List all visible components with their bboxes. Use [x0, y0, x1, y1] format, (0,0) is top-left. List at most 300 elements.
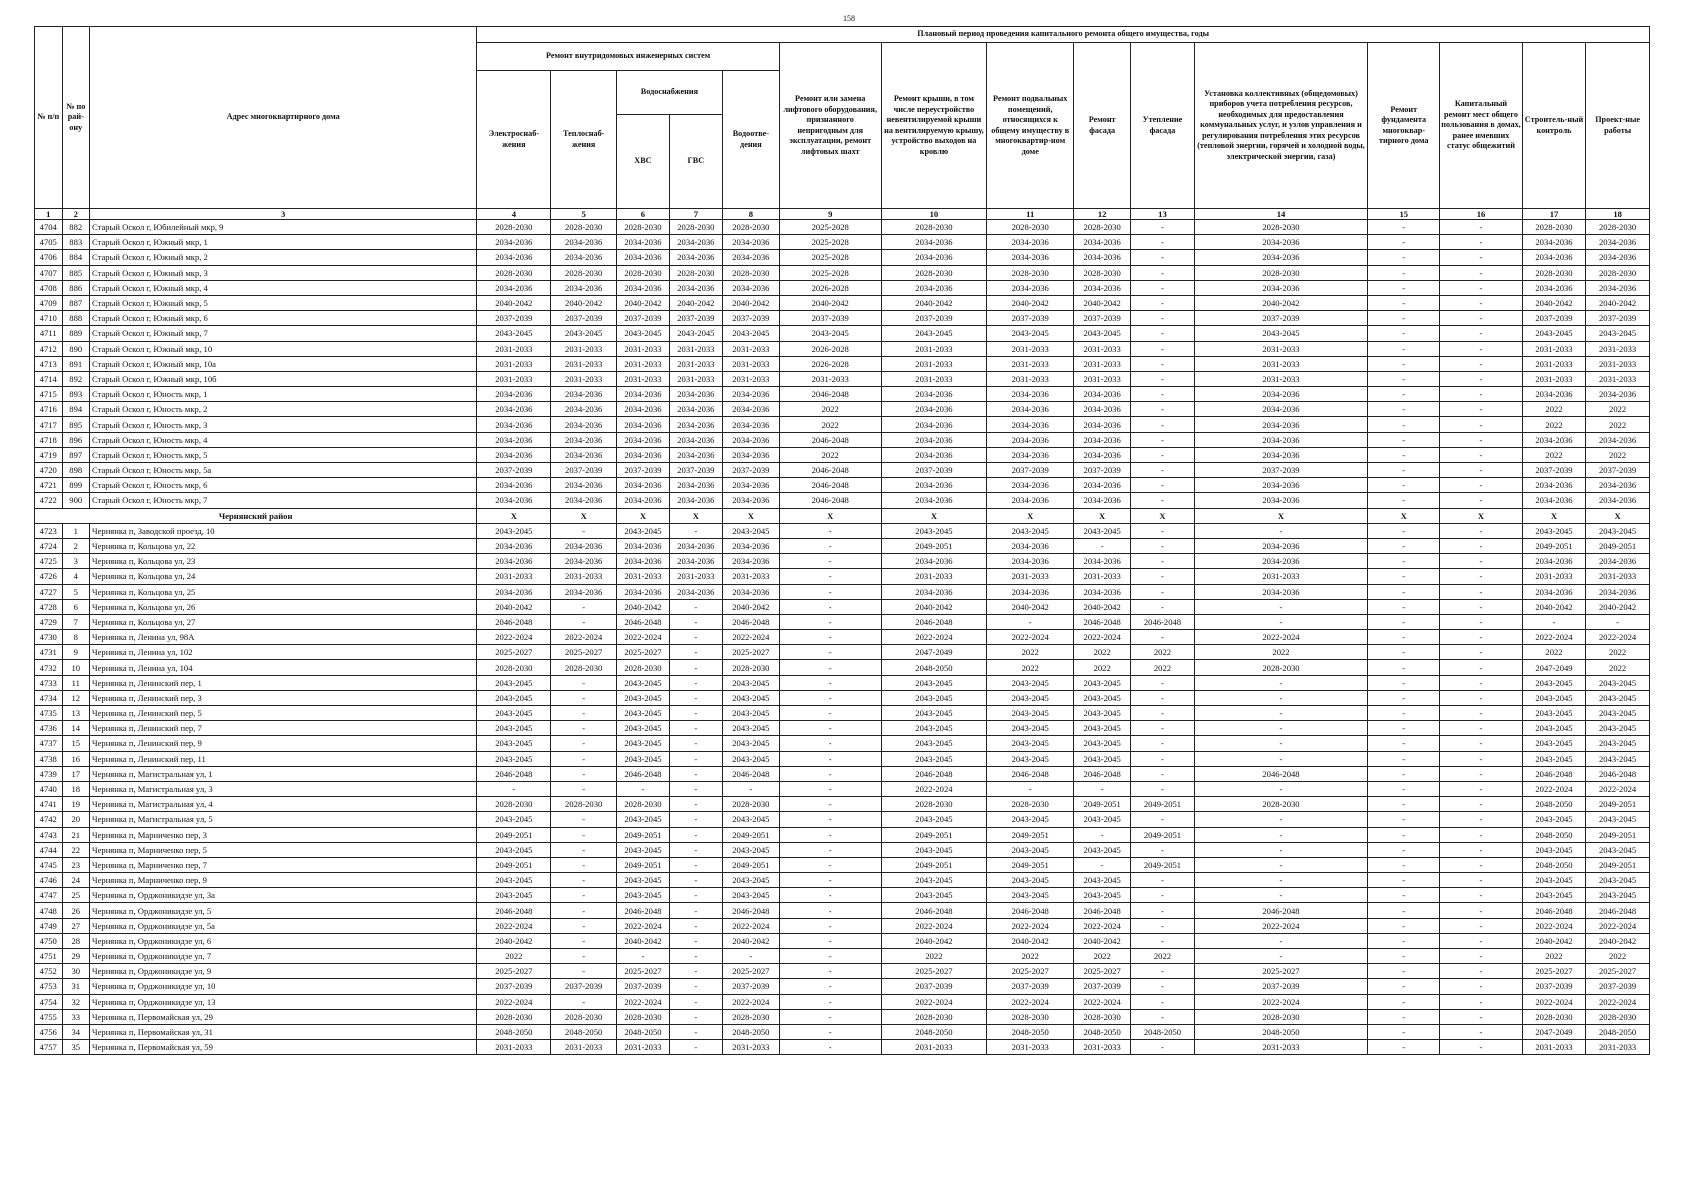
period-cell: 2026-2028 — [779, 356, 881, 371]
period-cell: 2043-2045 — [881, 523, 987, 538]
row-number-cell: 4724 — [35, 538, 63, 553]
address-cell: Чернянка п, Ленинский пер, 7 — [90, 721, 477, 736]
period-cell: 2034-2036 — [551, 478, 617, 493]
period-cell: - — [551, 812, 617, 827]
period-cell: 2037-2039 — [722, 979, 779, 994]
period-cell: - — [1131, 1040, 1194, 1055]
period-cell: 2034-2036 — [1522, 250, 1585, 265]
period-cell: 2034-2036 — [1586, 280, 1650, 295]
period-cell: 2031-2033 — [616, 1040, 669, 1055]
period-cell: - — [1440, 280, 1523, 295]
period-cell: - — [1131, 812, 1194, 827]
period-cell: 2049-2051 — [881, 538, 987, 553]
period-cell: 2037-2039 — [1586, 311, 1650, 326]
period-cell: 2022-2024 — [722, 630, 779, 645]
period-cell: 2028-2030 — [1522, 265, 1585, 280]
period-cell: 2043-2045 — [1586, 523, 1650, 538]
period-cell: - — [1368, 994, 1440, 1009]
period-cell: 2022-2024 — [881, 918, 987, 933]
period-cell: 2043-2045 — [616, 842, 669, 857]
period-cell: - — [1440, 736, 1523, 751]
period-cell: 2046-2048 — [881, 903, 987, 918]
period-cell: - — [551, 523, 617, 538]
period-cell: - — [1131, 554, 1194, 569]
address-cell: Чернянка п, Орджоникидзе ул, 5а — [90, 918, 477, 933]
period-cell: 2049-2051 — [616, 827, 669, 842]
period-cell: 2037-2039 — [1522, 979, 1585, 994]
period-cell: 2028-2030 — [1194, 265, 1368, 280]
period-cell: - — [1368, 402, 1440, 417]
period-cell: 2043-2045 — [987, 751, 1074, 766]
period-cell: - — [669, 964, 722, 979]
period-cell: 2034-2036 — [1194, 417, 1368, 432]
period-cell: 2031-2033 — [551, 569, 617, 584]
period-cell: 2043-2045 — [1074, 690, 1131, 705]
period-cell: 2031-2033 — [1522, 371, 1585, 386]
row-number-cell: 4754 — [35, 994, 63, 1009]
period-cell: 2022-2024 — [477, 994, 551, 1009]
column-number: 17 — [1522, 209, 1585, 220]
table-row — [35, 463, 1650, 478]
period-cell: 2043-2045 — [722, 842, 779, 857]
period-cell: 2037-2039 — [1074, 311, 1131, 326]
period-cell: - — [1440, 903, 1523, 918]
row-number-cell: 4748 — [35, 903, 63, 918]
period-cell: 2028-2030 — [722, 265, 779, 280]
period-cell: - — [669, 599, 722, 614]
period-cell: - — [1368, 478, 1440, 493]
period-cell: 2022 — [1194, 645, 1368, 660]
period-cell: 2034-2036 — [1074, 387, 1131, 402]
period-cell: 2028-2030 — [477, 660, 551, 675]
period-cell: 2025-2027 — [616, 645, 669, 660]
period-cell: - — [1131, 903, 1194, 918]
period-cell: - — [669, 781, 722, 796]
period-cell: 2022-2024 — [1522, 918, 1585, 933]
period-cell: 2037-2039 — [1586, 979, 1650, 994]
period-cell: - — [1440, 235, 1523, 250]
column-number: 4 — [477, 209, 551, 220]
period-cell: 2028-2030 — [477, 1009, 551, 1024]
period-cell: 2034-2036 — [722, 493, 779, 508]
period-cell: 2028-2030 — [669, 220, 722, 235]
period-cell: 2043-2045 — [987, 842, 1074, 857]
period-cell: 2028-2030 — [551, 797, 617, 812]
period-cell: - — [1368, 554, 1440, 569]
period-cell: 2022 — [1522, 447, 1585, 462]
period-cell: 2028-2030 — [1586, 220, 1650, 235]
district-number-cell: 899 — [62, 478, 90, 493]
period-cell: - — [1440, 356, 1523, 371]
period-cell: 2043-2045 — [477, 812, 551, 827]
address-cell: Старый Оскол г, Южный мкр, 3 — [90, 265, 477, 280]
period-cell: - — [779, 918, 881, 933]
period-cell: 2043-2045 — [779, 326, 881, 341]
period-cell: - — [1368, 903, 1440, 918]
period-cell: - — [779, 781, 881, 796]
period-cell: 2048-2050 — [1522, 857, 1585, 872]
period-cell: 2034-2036 — [722, 478, 779, 493]
period-cell: 2034-2036 — [1522, 432, 1585, 447]
period-cell: - — [1131, 994, 1194, 1009]
row-number-cell: 4740 — [35, 781, 63, 796]
period-cell: 2034-2036 — [669, 402, 722, 417]
period-cell: - — [551, 690, 617, 705]
period-cell: 2034-2036 — [477, 402, 551, 417]
period-cell: - — [779, 994, 881, 1009]
district-number-cell: 882 — [62, 220, 90, 235]
period-cell: 2022 — [779, 447, 881, 462]
period-cell: 2048-2050 — [1194, 1024, 1368, 1039]
period-cell: 2043-2045 — [1586, 842, 1650, 857]
period-cell: 2046-2048 — [616, 766, 669, 781]
period-cell: 2037-2039 — [987, 311, 1074, 326]
period-cell: - — [1440, 493, 1523, 508]
period-cell: 2049-2051 — [722, 857, 779, 872]
period-cell: - — [1586, 614, 1650, 629]
period-cell: - — [1440, 250, 1523, 265]
period-cell: 2034-2036 — [477, 280, 551, 295]
period-cell: - — [1440, 645, 1523, 660]
period-cell: 2034-2036 — [1522, 478, 1585, 493]
period-cell: 2040-2042 — [1586, 599, 1650, 614]
period-cell: - — [1194, 675, 1368, 690]
table-row — [35, 706, 1650, 721]
period-cell: 2031-2033 — [616, 341, 669, 356]
period-cell: 2049-2051 — [1586, 797, 1650, 812]
table-cell: X — [1440, 508, 1523, 523]
period-cell: - — [1440, 1009, 1523, 1024]
district-number-cell: 30 — [62, 964, 90, 979]
period-cell: - — [1368, 584, 1440, 599]
period-cell: 2037-2039 — [1522, 463, 1585, 478]
period-cell: - — [779, 630, 881, 645]
period-cell: - — [1368, 690, 1440, 705]
table-cell: X — [669, 508, 722, 523]
period-cell: 2031-2033 — [1522, 1040, 1585, 1055]
period-cell: - — [1368, 220, 1440, 235]
period-cell: 2034-2036 — [1586, 250, 1650, 265]
period-cell: 2034-2036 — [722, 250, 779, 265]
table-row — [35, 508, 1650, 523]
period-cell: - — [1368, 1040, 1440, 1055]
period-cell: - — [1368, 751, 1440, 766]
row-number-cell: 4757 — [35, 1040, 63, 1055]
period-cell: 2034-2036 — [551, 554, 617, 569]
district-number-cell: 6 — [62, 599, 90, 614]
period-cell: - — [551, 933, 617, 948]
period-cell: 2040-2042 — [551, 295, 617, 310]
period-cell: 2043-2045 — [1522, 888, 1585, 903]
period-cell: 2048-2050 — [1131, 1024, 1194, 1039]
period-cell: - — [1368, 599, 1440, 614]
period-cell: 2022 — [477, 949, 551, 964]
period-cell: - — [1368, 235, 1440, 250]
period-cell: 2034-2036 — [669, 478, 722, 493]
period-cell: - — [779, 1009, 881, 1024]
period-cell: - — [779, 538, 881, 553]
table-row — [35, 432, 1650, 447]
period-cell: 2022-2024 — [1586, 994, 1650, 1009]
row-number-cell: 4751 — [35, 949, 63, 964]
period-cell: - — [1440, 842, 1523, 857]
row-number-cell: 4713 — [35, 356, 63, 371]
period-cell: - — [1368, 706, 1440, 721]
period-cell: - — [779, 721, 881, 736]
period-cell: - — [1131, 721, 1194, 736]
district-number-cell: 8 — [62, 630, 90, 645]
period-cell: 2022-2024 — [1074, 630, 1131, 645]
address-cell: Старый Оскол г, Юность мкр, 6 — [90, 478, 477, 493]
period-cell: 2034-2036 — [551, 432, 617, 447]
period-cell: 2028-2030 — [1194, 797, 1368, 812]
period-cell: 2043-2045 — [1074, 888, 1131, 903]
period-cell: 2034-2036 — [616, 280, 669, 295]
table-row — [35, 235, 1650, 250]
period-cell: 2022 — [1522, 402, 1585, 417]
period-cell: - — [1131, 766, 1194, 781]
period-cell: - — [1368, 1009, 1440, 1024]
header-col-7: ГВС — [669, 115, 722, 209]
period-cell: - — [1368, 797, 1440, 812]
period-cell: - — [1131, 250, 1194, 265]
period-cell: 2028-2030 — [1522, 1009, 1585, 1024]
row-number-cell: 4743 — [35, 827, 63, 842]
period-cell: 2048-2050 — [551, 1024, 617, 1039]
period-cell: 2043-2045 — [881, 721, 987, 736]
period-cell: - — [551, 751, 617, 766]
period-cell: 2043-2045 — [1074, 812, 1131, 827]
header-col-16: Капитальный ремонт мест общего пользования в домах, ранее имевших статус общежитий — [1440, 43, 1523, 209]
table-row — [35, 857, 1650, 872]
district-number-cell: 887 — [62, 295, 90, 310]
period-cell: 2034-2036 — [722, 554, 779, 569]
period-cell: 2043-2045 — [1074, 326, 1131, 341]
period-cell: 2034-2036 — [616, 584, 669, 599]
address-cell: Старый Оскол г, Юность мкр, 2 — [90, 402, 477, 417]
period-cell: 2037-2039 — [722, 311, 779, 326]
period-cell: 2025-2027 — [881, 964, 987, 979]
period-cell: 2031-2033 — [616, 371, 669, 386]
district-number-cell: 897 — [62, 447, 90, 462]
period-cell: 2043-2045 — [1586, 690, 1650, 705]
period-cell: - — [1131, 478, 1194, 493]
period-cell: 2022-2024 — [1522, 781, 1585, 796]
period-cell: 2034-2036 — [551, 387, 617, 402]
period-cell: 2043-2045 — [1522, 721, 1585, 736]
period-cell: 2043-2045 — [616, 675, 669, 690]
table-row — [35, 356, 1650, 371]
period-cell: 2040-2042 — [477, 933, 551, 948]
period-cell: - — [551, 766, 617, 781]
period-cell: - — [1194, 933, 1368, 948]
period-cell: - — [1440, 311, 1523, 326]
period-cell: 2034-2036 — [477, 584, 551, 599]
row-number-cell: 4727 — [35, 584, 63, 599]
period-cell: - — [1368, 781, 1440, 796]
period-cell: - — [669, 766, 722, 781]
period-cell: 2034-2036 — [1522, 493, 1585, 508]
period-cell: 2022 — [987, 949, 1074, 964]
period-cell: 2028-2030 — [987, 220, 1074, 235]
period-cell: 2034-2036 — [477, 538, 551, 553]
period-cell: 2034-2036 — [616, 250, 669, 265]
period-cell: - — [987, 781, 1074, 796]
period-cell: - — [1368, 250, 1440, 265]
period-cell: 2034-2036 — [669, 235, 722, 250]
period-cell: 2034-2036 — [1194, 387, 1368, 402]
period-cell: 2034-2036 — [881, 432, 987, 447]
district-number-cell: 889 — [62, 326, 90, 341]
period-cell: 2034-2036 — [722, 538, 779, 553]
period-cell: 2022 — [1131, 949, 1194, 964]
period-cell: 2031-2033 — [1586, 341, 1650, 356]
period-cell: - — [1194, 599, 1368, 614]
period-cell: 2022 — [1586, 949, 1650, 964]
period-cell: - — [1440, 387, 1523, 402]
period-cell: 2031-2033 — [1074, 1040, 1131, 1055]
period-cell: 2034-2036 — [987, 402, 1074, 417]
period-cell: 2022-2024 — [881, 630, 987, 645]
period-cell: - — [1368, 387, 1440, 402]
period-cell: 2034-2036 — [669, 432, 722, 447]
period-cell: 2049-2051 — [1131, 857, 1194, 872]
period-cell: - — [779, 842, 881, 857]
period-cell: 2043-2045 — [1522, 812, 1585, 827]
period-cell: - — [1131, 736, 1194, 751]
period-cell: 2043-2045 — [722, 812, 779, 827]
district-number-cell: 27 — [62, 918, 90, 933]
period-cell: - — [669, 857, 722, 872]
period-cell: - — [669, 949, 722, 964]
period-cell: 2025-2027 — [1586, 964, 1650, 979]
period-cell: 2022 — [1586, 660, 1650, 675]
district-number-cell: 891 — [62, 356, 90, 371]
period-cell: 2043-2045 — [881, 842, 987, 857]
period-cell: 2022-2024 — [616, 918, 669, 933]
period-cell: 2031-2033 — [722, 341, 779, 356]
district-number-cell: 894 — [62, 402, 90, 417]
period-cell: 2031-2033 — [987, 341, 1074, 356]
period-cell: - — [669, 979, 722, 994]
period-cell: - — [1440, 781, 1523, 796]
period-cell: - — [669, 645, 722, 660]
period-cell: 2034-2036 — [616, 235, 669, 250]
period-cell: 2043-2045 — [616, 690, 669, 705]
period-cell: - — [987, 614, 1074, 629]
district-number-cell: 20 — [62, 812, 90, 827]
period-cell: 2028-2030 — [616, 660, 669, 675]
period-cell: 2031-2033 — [722, 569, 779, 584]
period-cell: - — [1194, 888, 1368, 903]
period-cell: 2043-2045 — [881, 888, 987, 903]
period-cell: - — [1131, 235, 1194, 250]
row-number-cell: 4729 — [35, 614, 63, 629]
column-number: 7 — [669, 209, 722, 220]
period-cell: - — [669, 736, 722, 751]
period-cell: 2046-2048 — [1586, 903, 1650, 918]
period-cell: 2031-2033 — [881, 371, 987, 386]
period-cell: 2034-2036 — [881, 584, 987, 599]
period-cell: 2046-2048 — [722, 766, 779, 781]
period-cell: 2049-2051 — [722, 827, 779, 842]
period-cell: - — [1131, 326, 1194, 341]
table-row — [35, 903, 1650, 918]
period-cell: 2043-2045 — [1074, 842, 1131, 857]
table-row — [35, 736, 1650, 751]
period-cell: 2028-2030 — [669, 265, 722, 280]
period-cell: 2034-2036 — [616, 402, 669, 417]
address-cell: Чернянка п, Ленинский пер, 11 — [90, 751, 477, 766]
row-number-cell: 4735 — [35, 706, 63, 721]
period-cell: - — [1440, 463, 1523, 478]
district-number-cell: 23 — [62, 857, 90, 872]
period-cell: - — [1368, 523, 1440, 538]
period-cell: - — [1368, 493, 1440, 508]
period-cell: 2043-2045 — [987, 812, 1074, 827]
district-number-cell: 13 — [62, 706, 90, 721]
period-cell: 2034-2036 — [1194, 584, 1368, 599]
period-cell: 2022 — [1074, 645, 1131, 660]
column-number: 9 — [779, 209, 881, 220]
period-cell: - — [1194, 827, 1368, 842]
period-cell: - — [779, 736, 881, 751]
period-cell: 2049-2051 — [477, 857, 551, 872]
row-number-cell: 4739 — [35, 766, 63, 781]
period-cell: 2049-2051 — [881, 857, 987, 872]
table-row — [35, 842, 1650, 857]
period-cell: 2043-2045 — [1586, 326, 1650, 341]
period-cell: 2034-2036 — [881, 235, 987, 250]
period-cell: - — [779, 964, 881, 979]
period-cell: - — [1368, 417, 1440, 432]
table-cell: X — [987, 508, 1074, 523]
period-cell: 2034-2036 — [1074, 478, 1131, 493]
period-cell: - — [1440, 599, 1523, 614]
period-cell: 2022-2024 — [551, 630, 617, 645]
period-cell: 2037-2039 — [987, 463, 1074, 478]
period-cell: 2040-2042 — [1074, 933, 1131, 948]
district-number-cell: 900 — [62, 493, 90, 508]
period-cell: - — [616, 781, 669, 796]
period-cell: - — [477, 781, 551, 796]
period-cell: 2022-2024 — [722, 994, 779, 1009]
header-water-supply: Водоснабжения — [616, 71, 722, 115]
row-number-cell: 4707 — [35, 265, 63, 280]
period-cell: - — [1440, 569, 1523, 584]
period-cell: - — [1440, 918, 1523, 933]
period-cell: 2034-2036 — [1522, 235, 1585, 250]
period-cell: 2022 — [1522, 949, 1585, 964]
period-cell: 2040-2042 — [987, 933, 1074, 948]
period-cell: 2034-2036 — [1074, 432, 1131, 447]
period-cell: 2043-2045 — [1522, 690, 1585, 705]
period-cell: 2028-2030 — [551, 265, 617, 280]
table-cell: X — [881, 508, 987, 523]
district-number-cell: 4 — [62, 569, 90, 584]
period-cell: - — [1131, 964, 1194, 979]
period-cell: - — [669, 630, 722, 645]
district-number-cell: 896 — [62, 432, 90, 447]
period-cell: - — [1131, 371, 1194, 386]
period-cell: - — [1440, 706, 1523, 721]
period-cell: - — [551, 599, 617, 614]
period-cell: - — [1440, 949, 1523, 964]
period-cell: - — [779, 645, 881, 660]
period-cell: 2034-2036 — [551, 250, 617, 265]
period-cell: - — [1194, 523, 1368, 538]
period-cell: 2034-2036 — [1074, 280, 1131, 295]
